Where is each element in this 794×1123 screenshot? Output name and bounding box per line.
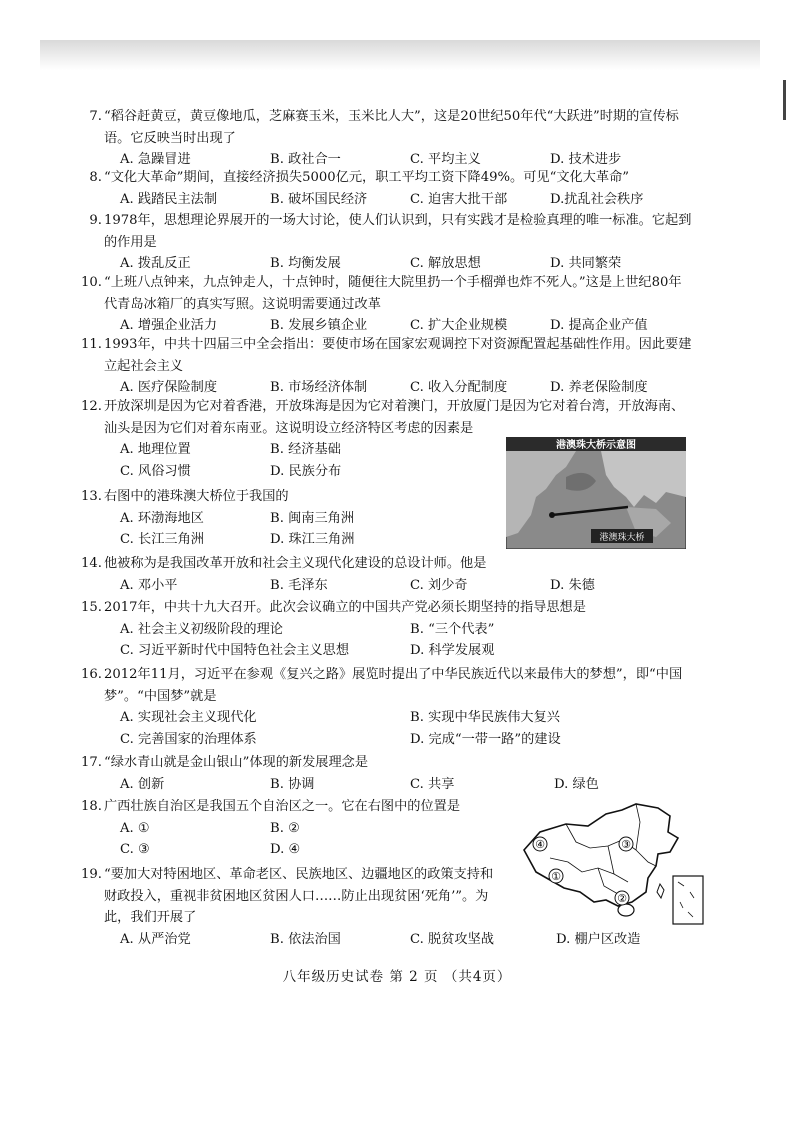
china-outline [524, 804, 678, 906]
question-11 [81, 334, 694, 399]
bridge-label: 港澳珠大桥 [599, 533, 645, 543]
option-a: A. 环渤海地区 [120, 510, 204, 526]
bridge-endpoint [549, 512, 555, 518]
option-d: D. ④ [270, 842, 301, 857]
bridge-map-figure [506, 437, 686, 549]
option-c: C. 解放思想 [410, 256, 481, 271]
option-c: C. 收入分配制度 [410, 380, 508, 395]
option-d: D. 朱德 [550, 577, 595, 593]
question-stem: 广西壮族自治区是我国五个自治区之一。它在右图中的位置是 [104, 799, 461, 814]
china-map [518, 802, 708, 932]
option-b: B. 协调 [270, 776, 315, 792]
option-b: B. 政社合一 [270, 152, 341, 167]
question-stem: 2012年11月，习近平在参观《复兴之路》展览时提出了中华民族近代以来最伟大的梦想”，即“中国梦”。“中国梦”就是 [104, 667, 683, 704]
option-a: A. 实现社会主义现代化 [120, 710, 257, 725]
option-b: B. 市场经济体制 [270, 380, 368, 395]
option-d: D. 提高企业产值 [550, 318, 648, 333]
option-d: D. 民族分布 [270, 463, 342, 479]
options-row [104, 189, 694, 211]
option-a: A. 践踏民主法制 [120, 191, 218, 207]
question-number: 7. [89, 109, 102, 124]
question-13 [81, 486, 484, 551]
option-d: D. 珠江三角洲 [270, 532, 355, 547]
option-a: A. ① [120, 820, 150, 836]
option-c: C. ③ [120, 842, 150, 857]
question-stem: 1993年，中共十四届三中全会指出：要使市场在国家宏观调控下对资源配置起基础性作用。因此要建立起社会主义 [104, 337, 692, 374]
marker-1: ① [551, 870, 561, 883]
option-a: A. 增强企业活力 [120, 318, 218, 333]
question-14 [81, 553, 694, 596]
question-stem: 1978年，思想理论界展开的一场大讨论，使人们认识到，只有实践才是检验真理的唯一标准。它起到的作用是 [104, 213, 692, 250]
option-d: D. 养老保险制度 [550, 380, 648, 395]
page-footer: 八年级历史试卷 第 2 页 （共4页） [282, 969, 512, 985]
options-row [104, 640, 694, 662]
option-b: B. 经济基础 [270, 442, 341, 457]
marker-4: ④ [535, 838, 545, 851]
question-number: 13. [81, 489, 102, 504]
option-d: D. 共同繁荣 [550, 256, 622, 271]
question-number: 12. [81, 399, 102, 414]
options-row [104, 929, 641, 951]
question-stem: “绿水青山就是金山银山”体现的新发展理念是 [104, 755, 369, 770]
option-c: C. 平均主义 [410, 152, 481, 167]
option-d: D. 技术进步 [550, 152, 622, 167]
option-c: C. 迫害大批干部 [410, 191, 508, 207]
options-row [104, 839, 504, 861]
option-b: B. 破坏国民经济 [270, 191, 368, 207]
china-map-figure [518, 802, 708, 932]
option-b: B. 发展乡镇企业 [270, 318, 368, 333]
option-a: A. 从严治党 [120, 931, 191, 947]
question-16 [81, 664, 694, 750]
options-row [104, 729, 694, 751]
question-8 [89, 167, 694, 210]
question-10 [81, 272, 694, 337]
option-d: D. 科学发展观 [410, 643, 495, 658]
options-row [104, 818, 504, 840]
options-row [104, 575, 694, 597]
option-c: C. 刘少奇 [410, 577, 468, 593]
options-row [104, 529, 484, 551]
bridge-map [506, 437, 686, 549]
option-b: B. 均衡发展 [270, 256, 341, 271]
question-stem: 右图中的港珠澳大桥位于我国的 [104, 489, 289, 504]
option-b: B. 毛泽东 [270, 577, 328, 593]
options-row [104, 508, 484, 530]
option-a: A. 邓小平 [120, 577, 178, 593]
option-c: C. 扩大企业规模 [410, 318, 508, 333]
option-c: C. 脱贫攻坚战 [410, 931, 494, 947]
question-stem: 开放深圳是因为它对着香港，开放珠海是因为它对着澳门，开放厦门是因为它对着台湾，开放海南、汕头是因为它们对着东南亚。这说明设立经济特区考虑的因素是 [104, 399, 685, 436]
question-number: 18. [81, 799, 102, 814]
question-stem: “上班八点钟来，九点钟走人，十点钟时，随便往大院里扔一个手榴弹也炸不死人。”这是上世纪80年代青岛冰箱厂的真实写照。这说明需要通过改革 [104, 275, 682, 312]
question-stem: 他被称为是我国改革开放和社会主义现代化建设的总设计师。他是 [104, 556, 487, 571]
option-c: C. 风俗习惯 [120, 463, 191, 479]
question-stem: “稻谷赶黄豆，黄豆像地瓜，芝麻赛玉米，玉米比人大”，这是20世纪50年代“大跃进”时期的宣传标语。它反映当时出现了 [104, 109, 679, 146]
option-c: C. 长江三角洲 [120, 532, 204, 547]
option-d: D. 完成“一带一路”的建设 [410, 731, 561, 747]
question-number: 11. [81, 337, 102, 352]
question-number: 10. [81, 275, 102, 290]
question-number: 8. [89, 170, 102, 185]
option-d: D.扰乱社会秩序 [550, 191, 644, 207]
south-china-sea-inset [673, 876, 703, 924]
options-row [104, 707, 694, 729]
marker-3: ③ [621, 838, 631, 851]
option-b: B. 依法治国 [270, 931, 341, 947]
question-number: 19. [81, 867, 102, 882]
question-17 [81, 752, 694, 795]
question-number: 16. [81, 667, 102, 682]
question-number: 9. [89, 213, 102, 228]
option-a: A. 社会主义初级阶段的理论 [120, 621, 283, 637]
question-stem: 2017年，中共十九大召开。此次会议确立的中国共产党必须长期坚持的指导思想是 [104, 600, 586, 615]
option-b: B. “三个代表” [410, 621, 495, 637]
option-d: D. 绿色 [554, 776, 599, 792]
question-9 [89, 210, 694, 275]
option-a: A. 地理位置 [120, 442, 191, 457]
option-b: B. ② [270, 820, 300, 836]
option-a: A. 医疗保险制度 [120, 380, 218, 395]
option-a: A. 拨乱反正 [120, 256, 191, 271]
option-c: C. 完善国家的治理体系 [120, 731, 257, 747]
option-c: C. 共享 [410, 776, 455, 792]
option-b: B. 实现中华民族伟大复兴 [410, 710, 560, 725]
question-stem: “要加大对特困地区、革命老区、民族地区、边疆地区的政策支持和财政投入，重视非贫困地区贫困人口……防止出现贫困‘死角’”。为此，我们开展了 [104, 867, 494, 925]
question-number: 17. [81, 755, 102, 770]
option-d: D. 棚户区改造 [556, 931, 641, 947]
hainan-island [618, 904, 634, 916]
question-number: 14. [81, 556, 102, 571]
question-18 [81, 796, 504, 861]
option-a: A. 急躁冒进 [120, 152, 191, 167]
options-row [104, 774, 694, 796]
question-stem: “文化大革命”期间，直接经济损失5000亿元，职工平均工资下降49%。可见“文化大革命” [104, 170, 630, 185]
question-7 [89, 106, 694, 171]
bridge-map-title: 港澳珠大桥示意图 [556, 440, 636, 451]
question-15 [81, 597, 694, 662]
question-number: 15. [81, 600, 102, 615]
taiwan-island [657, 884, 664, 898]
marker-2: ② [617, 892, 627, 905]
option-c: C. 习近平新时代中国特色社会主义思想 [120, 643, 350, 658]
options-row [104, 619, 694, 641]
question-19 [81, 864, 641, 950]
option-a: A. 创新 [120, 776, 165, 792]
option-b: B. 闽南三角洲 [270, 510, 355, 526]
